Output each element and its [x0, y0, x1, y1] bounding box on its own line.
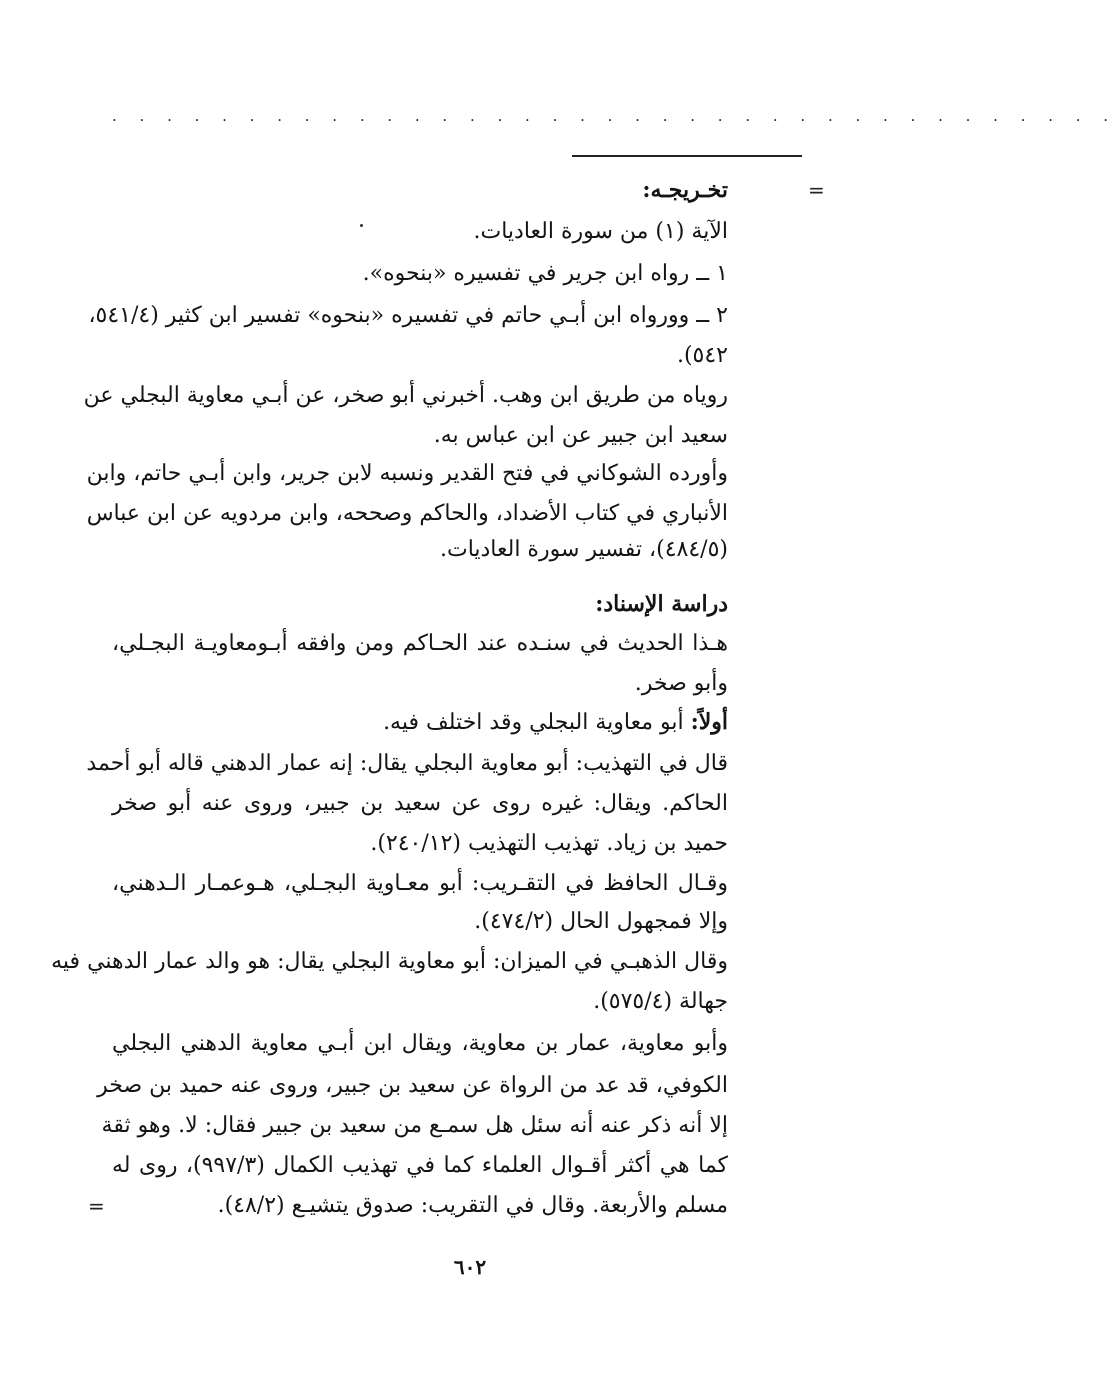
first-point-label: أولاً:: [690, 709, 728, 735]
takhrij-line: ١ ــ رواه ابن جرير في تفسيره «بنحوه».: [362, 261, 728, 286]
isnad-line: وقال الذهبـي في الميزان: أبو معاوية البجلي يقال: هو والد عمار الدهني فيه: [51, 949, 728, 974]
isnad-line: وأبو صخر.: [634, 671, 728, 696]
takhrij-line: (٤٨٤/٥)، تفسير سورة العاديات.: [439, 537, 728, 562]
first-point-text: أبو معاوية البجلي وقد اختلف فيه.: [383, 710, 684, 735]
takhrij-line: ٢ ــ وورواه ابن أبـي حاتم في تفسيره «بنحوه» تفسير ابن كثير (٥٤١/٤،: [88, 303, 728, 328]
isnad-line: وقـال الحافظ في التقـريب: أبو معـاوية البجـلي، هـوعمـار الـدهني،: [112, 871, 728, 896]
takhrij-heading: تخـريجـه:: [642, 177, 728, 203]
isnad-line: كما هي أكثر أقـوال العلماء كما في تهذيب الكمال (٩٩٧/٣)، روى له: [112, 1153, 729, 1178]
page-number: ٦٠٢: [453, 1255, 487, 1279]
takhrij-line: الأنباري في كتاب الأضداد، والحاكم وصححه، وابن مردويه عن ابن عباس: [86, 501, 728, 526]
footnote-rule: [572, 155, 802, 157]
isnad-line: وأبو معاوية، عمار بن معاوية، ويقال ابن أبـي معاوية الدهني البجلي: [112, 1031, 728, 1056]
isnad-line: وإلا فمجهول الحال (٤٧٤/٢).: [474, 909, 728, 934]
isnad-line: قال في التهذيب: أبو معاوية البجلي يقال: إنه عمار الدهني قاله أبو أحمد: [86, 751, 728, 776]
takhrij-line: سعيد ابن جبير عن ابن عباس به.: [433, 423, 728, 448]
isnad-line: جهالة (٥٧٥/٤).: [593, 989, 728, 1014]
isnad-line: الكوفي، قد عد من الرواة عن سعيد بن جبير، وروى عنه حميد بن صخر: [97, 1073, 728, 1098]
takhrij-line: وأورده الشوكاني في فتح القدير ونسبه لابن جرير، وابن أبـي حاتم، وابن: [86, 461, 728, 486]
isnad-first-point: [112, 702, 728, 742]
margin-mark-bottom: =: [88, 1194, 105, 1218]
takhrij-line: روياه من طريق ابن وهب. أخبرني أبو صخر، عن أبـي معاوية البجلي عن: [83, 383, 728, 408]
margin-mark-top: =: [808, 178, 825, 202]
isnad-line: الحاكم. ويقال: غيره روى عن سعيد بن جبير، وروى عنه أبو صخر: [112, 791, 728, 816]
isnad-line: إلا أنه ذكر عنه أنه سئل هل سمـع من سعيد بن جبير فقال: لا. وهو ثقة: [101, 1113, 728, 1138]
takhrij-line: الآية (١) من سورة العاديات.: [473, 219, 728, 244]
isnad-line: هـذا الحديث في سنـده عند الحـاكم ومن وافقه أبـومعاويـة البجـلي،: [112, 631, 728, 656]
dotted-separator: . . . . . . . . . . . . . . . . . . . . . . . . . . . . . . . . . . . . .: [112, 107, 1117, 125]
isnad-heading: دراسة الإسناد:: [595, 591, 728, 617]
isnad-line: حميد بن زياد. تهذيب التهذيب (٢٤٠/١٢).: [370, 831, 728, 856]
isnad-line: مسلم والأربعة. وقال في التقريب: صدوق يتشيـع (٤٨/٢).: [217, 1193, 728, 1218]
takhrij-line: ٥٤٢).: [676, 343, 728, 368]
